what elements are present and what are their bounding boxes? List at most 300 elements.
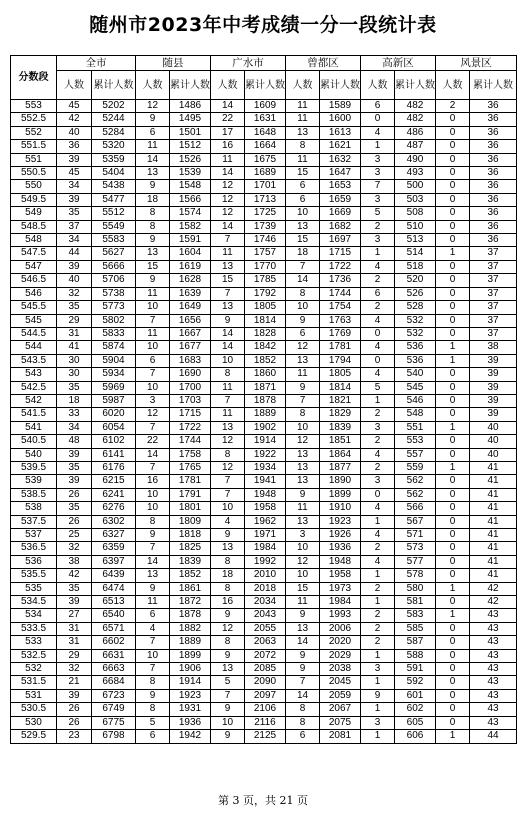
table-cell: 1664 [245,140,286,153]
table-row [11,569,517,582]
table-cell: 41 [470,515,517,528]
table-row [11,140,517,153]
table-cell: 1829 [320,408,361,421]
table-cell: 1659 [320,193,361,206]
table-cell: 1958 [320,569,361,582]
table-cell: 0 [436,555,470,568]
table-cell: 1 [361,649,395,662]
table-cell: 6 [136,354,170,367]
table-cell: 41 [470,555,517,568]
table-cell: 37 [470,314,517,327]
table-cell: 21 [57,676,92,689]
table-row [11,730,517,743]
score-cell: 552.5 [11,113,57,126]
table-cell: 5969 [92,381,136,394]
table-cell: 10 [136,488,170,501]
table-cell: 1609 [245,100,286,113]
table-cell: 1589 [320,100,361,113]
table-cell: 14 [211,327,245,340]
table-cell: 1647 [320,167,361,180]
table-cell: 536 [395,341,436,354]
table-cell: 6020 [92,408,136,421]
table-cell: 0 [436,327,470,340]
table-cell: 1864 [320,448,361,461]
table-cell: 8 [286,140,320,153]
table-cell: 1890 [320,475,361,488]
table-cell: 1591 [170,234,211,247]
table-cell: 0 [361,113,395,126]
table-cell: 35 [57,502,92,515]
score-cell: 536 [11,555,57,568]
table-cell: 12 [286,555,320,568]
table-cell: 1 [436,609,470,622]
table-cell: 6 [361,287,395,300]
table-cell: 41 [470,542,517,555]
table-cell: 13 [136,247,170,260]
table-cell: 8 [136,220,170,233]
table-cell: 13 [136,167,170,180]
table-cell: 43 [470,649,517,662]
table-cell: 1619 [170,260,211,273]
table-cell: 13 [286,126,320,139]
table-cell: 1713 [245,193,286,206]
table-cell: 2 [361,542,395,555]
table-cell: 1936 [170,716,211,729]
table-cell: 9 [136,689,170,702]
table-cell: 0 [436,167,470,180]
score-cell: 534.5 [11,596,57,609]
table-cell: 1794 [320,354,361,367]
table-cell: 9 [211,730,245,743]
table-cell: 500 [395,180,436,193]
table-cell: 7 [136,663,170,676]
table-cell: 14 [136,555,170,568]
table-cell: 1621 [320,140,361,153]
table-cell: 2067 [320,703,361,716]
table-cell: 13 [211,301,245,314]
table-cell: 513 [395,234,436,247]
score-cell: 553 [11,100,57,113]
table-cell: 1 [436,354,470,367]
table-cell: 13 [286,461,320,474]
table-cell: 601 [395,689,436,702]
table-cell: 1914 [245,435,286,448]
table-cell: 1992 [245,555,286,568]
table-cell: 42 [470,582,517,595]
table-cell: 1948 [245,488,286,501]
table-cell: 3 [361,716,395,729]
table-cell: 12 [211,435,245,448]
table-cell: 1715 [320,247,361,260]
table-cell: 1 [436,247,470,260]
table-cell: 1 [361,394,395,407]
table-row [11,167,517,180]
table-cell: 5404 [92,167,136,180]
table-cell: 22 [211,113,245,126]
table-cell: 5874 [92,341,136,354]
score-cell: 545 [11,314,57,327]
table-cell: 39 [57,193,92,206]
score-cell: 530 [11,716,57,729]
score-cell: 537.5 [11,515,57,528]
table-cell: 9 [211,649,245,662]
table-cell: 2097 [245,689,286,702]
table-cell: 5904 [92,354,136,367]
table-cell: 3 [286,529,320,542]
table-cell: 13 [286,448,320,461]
table-cell: 518 [395,260,436,273]
score-cell: 547.5 [11,247,57,260]
table-cell: 7 [136,314,170,327]
table-cell: 1 [361,676,395,689]
table-cell: 34 [57,421,92,434]
table-cell: 15 [286,167,320,180]
table-cell: 12 [211,622,245,635]
table-cell: 37 [470,327,517,340]
count-header: 人数 [57,71,92,100]
score-column-header: 分数段 [11,56,57,100]
table-cell: 1715 [170,408,211,421]
table-row [11,153,517,166]
table-row [11,381,517,394]
table-row [11,100,517,113]
table-row [11,448,517,461]
table-cell: 13 [286,475,320,488]
table-cell: 6215 [92,475,136,488]
table-cell: 18 [211,569,245,582]
table-cell: 6723 [92,689,136,702]
score-cell: 542.5 [11,381,57,394]
table-row [11,341,517,354]
table-cell: 11 [286,368,320,381]
table-cell: 12 [136,408,170,421]
score-cell: 539.5 [11,461,57,474]
table-cell: 7 [136,368,170,381]
table-row [11,596,517,609]
table-cell: 1984 [320,596,361,609]
table-cell: 3 [361,167,395,180]
table-cell: 1971 [245,529,286,542]
table-cell: 8 [211,448,245,461]
table-cell: 11 [211,247,245,260]
table-cell: 1 [361,515,395,528]
table-row [11,287,517,300]
table-cell: 14 [286,636,320,649]
table-cell: 1566 [170,193,211,206]
table-cell: 1754 [320,301,361,314]
table-cell: 4 [361,314,395,327]
score-cell: 544.5 [11,327,57,340]
group-header-zengdu: 曾都区 [286,56,361,71]
score-cell: 540 [11,448,57,461]
table-cell: 2 [361,636,395,649]
table-cell: 12 [211,207,245,220]
table-cell: 40 [470,435,517,448]
table-row [11,354,517,367]
table-cell: 2 [361,274,395,287]
table-cell: 1722 [320,260,361,273]
table-cell: 0 [436,301,470,314]
table-cell: 36 [470,220,517,233]
table-cell: 1926 [320,529,361,542]
table-cell: 5202 [92,100,136,113]
table-cell: 1852 [170,569,211,582]
table-cell: 1860 [245,368,286,381]
table-cell: 8 [136,207,170,220]
table-cell: 36 [470,207,517,220]
table-row [11,394,517,407]
table-cell: 9 [136,274,170,287]
table-row [11,542,517,555]
table-row [11,529,517,542]
table-cell: 8 [286,716,320,729]
table-cell: 1936 [320,542,361,555]
group-header-suixian: 随县 [136,56,211,71]
table-row [11,260,517,273]
table-cell: 567 [395,515,436,528]
table-cell: 7 [211,689,245,702]
table-cell: 1993 [320,609,361,622]
table-cell: 9 [211,314,245,327]
table-cell: 3 [361,475,395,488]
table-cell: 12 [136,100,170,113]
table-row [11,461,517,474]
table-cell: 6141 [92,448,136,461]
table-cell: 18 [136,193,170,206]
table-cell: 2010 [245,569,286,582]
table-cell: 40 [470,421,517,434]
table-cell: 0 [436,716,470,729]
table-row [11,676,517,689]
table-cell: 0 [361,327,395,340]
table-cell: 1809 [170,515,211,528]
table-cell: 3 [361,153,395,166]
table-cell: 0 [436,596,470,609]
table-cell: 8 [211,636,245,649]
score-cell: 546 [11,287,57,300]
table-cell: 0 [436,381,470,394]
table-cell: 5738 [92,287,136,300]
table-cell: 5477 [92,193,136,206]
table-cell: 6359 [92,542,136,555]
table-cell: 5583 [92,234,136,247]
table-cell: 13 [211,260,245,273]
table-cell: 1839 [170,555,211,568]
table-cell: 0 [436,314,470,327]
table-cell: 587 [395,636,436,649]
table-cell: 5549 [92,220,136,233]
table-cell: 32 [57,542,92,555]
table-cell: 43 [470,622,517,635]
table-cell: 44 [470,730,517,743]
table-cell: 12 [286,341,320,354]
count-header: 人数 [211,71,245,100]
group-header-guangshui: 广水市 [211,56,286,71]
table-row [11,689,517,702]
table-cell: 6571 [92,622,136,635]
table-cell: 16 [136,475,170,488]
table-cell: 532 [395,314,436,327]
table-cell: 0 [436,703,470,716]
score-cell: 550 [11,180,57,193]
table-cell: 602 [395,703,436,716]
table-cell: 2 [361,435,395,448]
table-cell: 0 [436,180,470,193]
table-cell: 1818 [170,529,211,542]
table-cell: 13 [211,542,245,555]
table-cell: 5773 [92,301,136,314]
table-cell: 0 [436,368,470,381]
score-cell: 549.5 [11,193,57,206]
table-row [11,502,517,515]
table-cell: 1801 [170,502,211,515]
table-cell: 14 [136,448,170,461]
table-cell: 1825 [170,542,211,555]
table-cell: 1973 [320,582,361,595]
table-cell: 10 [211,354,245,367]
score-cell: 536.5 [11,542,57,555]
table-cell: 1 [436,341,470,354]
table-row [11,649,517,662]
table-cell: 15 [136,260,170,273]
table-cell: 36 [470,140,517,153]
score-cell: 548 [11,234,57,247]
table-cell: 45 [57,167,92,180]
table-cell: 2038 [320,663,361,676]
table-cell: 536 [395,354,436,367]
score-cell: 542 [11,394,57,407]
table-cell: 1902 [245,421,286,434]
table-cell: 9 [286,314,320,327]
table-cell: 15 [286,582,320,595]
table-cell: 1600 [320,113,361,126]
table-cell: 23 [57,730,92,743]
table-cell: 10 [286,421,320,434]
table-row [11,234,517,247]
table-cell: 0 [436,193,470,206]
table-cell: 1871 [245,381,286,394]
score-cell: 530.5 [11,703,57,716]
table-cell: 43 [470,689,517,702]
table-cell: 4 [361,555,395,568]
table-row [11,220,517,233]
table-cell: 1703 [170,394,211,407]
table-cell: 5987 [92,394,136,407]
table-cell: 1765 [170,461,211,474]
score-cell: 543 [11,368,57,381]
table-cell: 13 [136,569,170,582]
table-cell: 545 [395,381,436,394]
score-cell: 545.5 [11,301,57,314]
table-cell: 48 [57,435,92,448]
table-cell: 0 [436,287,470,300]
table-cell: 1878 [170,609,211,622]
table-cell: 2090 [245,676,286,689]
table-row [11,435,517,448]
table-cell: 1785 [245,274,286,287]
table-cell: 5438 [92,180,136,193]
table-cell: 8 [211,555,245,568]
table-cell: 36 [470,113,517,126]
table-cell: 11 [286,100,320,113]
table-cell: 1805 [245,301,286,314]
table-cell: 10 [136,301,170,314]
table-cell: 6176 [92,461,136,474]
table-cell: 9 [211,529,245,542]
table-row [11,126,517,139]
table-cell: 2125 [245,730,286,743]
score-cell: 547 [11,260,57,273]
cumulative-header: 累计人数 [245,71,286,100]
table-cell: 11 [286,153,320,166]
table-cell: 36 [470,167,517,180]
table-cell: 1683 [170,354,211,367]
table-cell: 577 [395,555,436,568]
table-cell: 0 [436,542,470,555]
table-cell: 12 [211,180,245,193]
table-cell: 0 [436,274,470,287]
group-header-city: 全市 [57,56,136,71]
table-row [11,703,517,716]
table-cell: 31 [57,327,92,340]
cumulative-header: 累计人数 [92,71,136,100]
table-cell: 14 [211,100,245,113]
table-cell: 8 [136,703,170,716]
table-row [11,421,517,434]
table-cell: 508 [395,207,436,220]
table-cell: 12 [286,435,320,448]
table-cell: 482 [395,113,436,126]
table-cell: 1682 [320,220,361,233]
table-cell: 7 [136,542,170,555]
score-cell: 535.5 [11,569,57,582]
table-cell: 26 [57,703,92,716]
table-cell: 16 [211,140,245,153]
table-cell: 2059 [320,689,361,702]
score-cell: 541.5 [11,408,57,421]
table-cell: 0 [436,515,470,528]
table-cell: 15 [211,274,245,287]
score-cell: 541 [11,421,57,434]
table-cell: 1604 [170,247,211,260]
table-cell: 11 [136,596,170,609]
table-cell: 1675 [245,153,286,166]
table-cell: 30 [57,368,92,381]
table-cell: 6798 [92,730,136,743]
table-cell: 7 [361,180,395,193]
table-cell: 11 [286,502,320,515]
table-cell: 2020 [320,636,361,649]
table-cell: 1725 [245,207,286,220]
table-cell: 1690 [170,368,211,381]
table-cell: 29 [57,314,92,327]
table-cell: 6513 [92,596,136,609]
table-cell: 2018 [245,582,286,595]
score-cell: 543.5 [11,354,57,367]
table-cell: 1582 [170,220,211,233]
table-cell: 9 [136,113,170,126]
table-cell: 482 [395,100,436,113]
table-cell: 10 [136,649,170,662]
table-cell: 6 [136,126,170,139]
table-cell: 10 [286,207,320,220]
table-cell: 1667 [170,327,211,340]
table-cell: 493 [395,167,436,180]
table-cell: 1791 [170,488,211,501]
table-cell: 33 [57,408,92,421]
table-cell: 1628 [170,274,211,287]
table-cell: 1958 [245,502,286,515]
